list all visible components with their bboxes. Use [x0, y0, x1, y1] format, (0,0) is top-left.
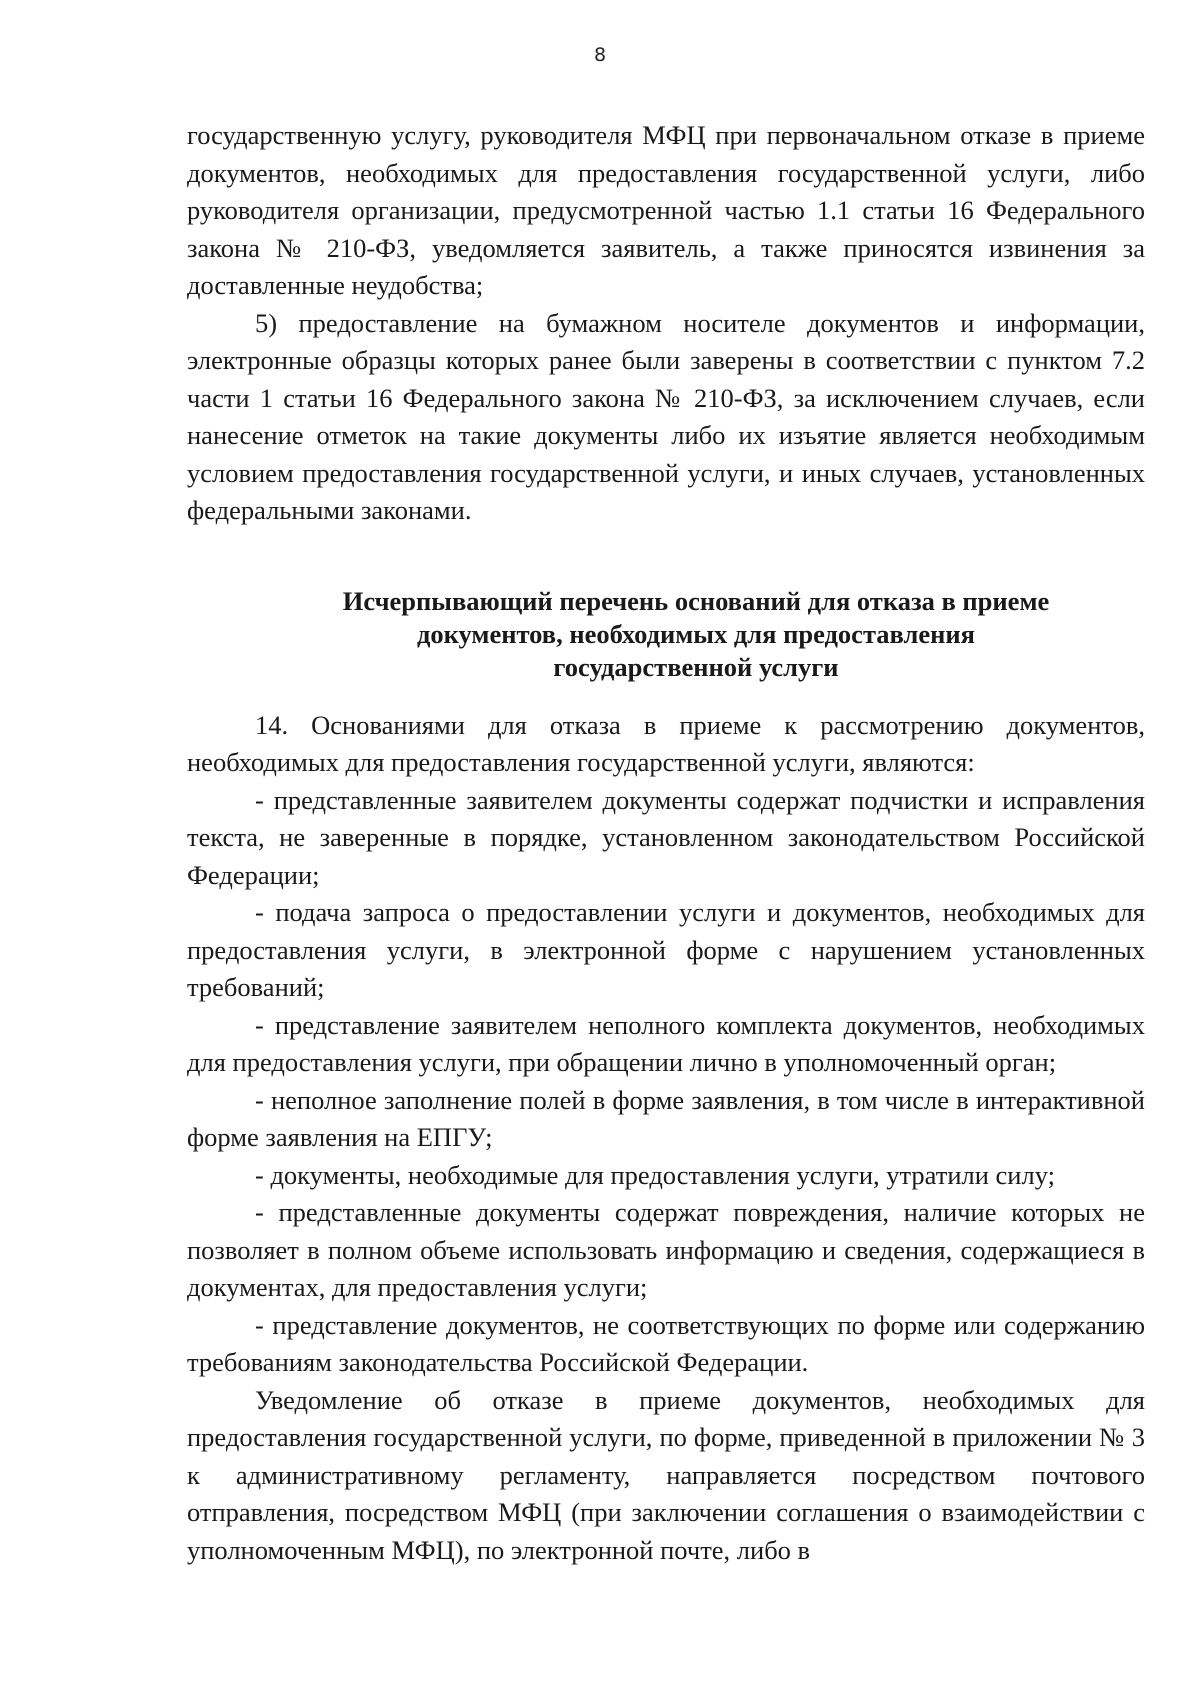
- ground-item: - представление документов, не соответствующих по форме или содержанию требованиям законодательства Российской Федерации.: [187, 1309, 1145, 1377]
- section-heading-line-2: документов, необходимых для предоставления: [416, 618, 975, 649]
- section-heading-line-3: государственной услуги: [553, 651, 839, 682]
- paragraph-item-5: 5) предоставление на бумажном носителе документов и информации, электронные образцы которых ранее были заверены в соответствии с пунктом 7.2 части 1 статьи 16 Федерального закона № 210-ФЗ, за исключением случаев, если нанесение отметок на такие документы либо их изъятие является необходимым условием предоставления государственной услуги, и иных случаев, установленных федеральными законами.: [187, 307, 1145, 525]
- ground-item: - представленные документы содержат повреждения, наличие которых не позволяет в полном объеме использовать информацию и сведения, содержащиеся в документах, для предоставления услуги;: [187, 1197, 1145, 1302]
- ground-item: - неполное заполнение полей в форме заявления, в том числе в интерактивной форме заявления на ЕПГУ;: [187, 1084, 1145, 1152]
- section-heading-line-1: Исчерпывающий перечень оснований для отказа в приеме: [342, 585, 1050, 616]
- document-body: [187, 117, 1145, 1569]
- paragraph-notice: Уведомление об отказе в приеме документов, необходимых для предоставления государственной услуги, по форме, приведенной в приложении № 3 к административному регламенту, направляется посредством почтового отправления, посредством МФЦ (при заключении соглашения о взаимодействии с уполномоченным МФЦ), по электронной почте, либо в: [187, 1384, 1145, 1565]
- ground-item: - документы, необходимые для предоставления услуги, утратили силу;: [255, 1159, 1055, 1190]
- paragraph-continuation: государственную услугу, руководителя МФЦ при первоначальном отказе в приеме документов, необходимых для предоставления государственной услуги, либо руководителя организации, предусмотренной частью 1.1 статьи 16 Федерального закона № 210-ФЗ, уведомляется заявитель, а также приносятся извинения за доставленные неудобства;: [187, 120, 1145, 300]
- section-heading: [187, 585, 1145, 684]
- ground-item: - представление заявителем неполного комплекта документов, необходимых для предоставления услуги, при обращении лично в уполномоченный орган;: [187, 1009, 1145, 1077]
- paragraph-14: 14. Основаниями для отказа в приеме к рассмотрению документов, необходимых для предоставления государственной услуги, являются:: [187, 709, 1145, 777]
- page-number: 8: [593, 44, 607, 66]
- ground-item: - представленные заявителем документы содержат подчистки и исправления текста, не заверенные в порядке, установленном законодательством Российской Федерации;: [187, 784, 1145, 890]
- ground-item: - подача запроса о предоставлении услуги и документов, необходимых для предоставления услуги, в электронной форме с нарушением установленных требований;: [187, 897, 1145, 1002]
